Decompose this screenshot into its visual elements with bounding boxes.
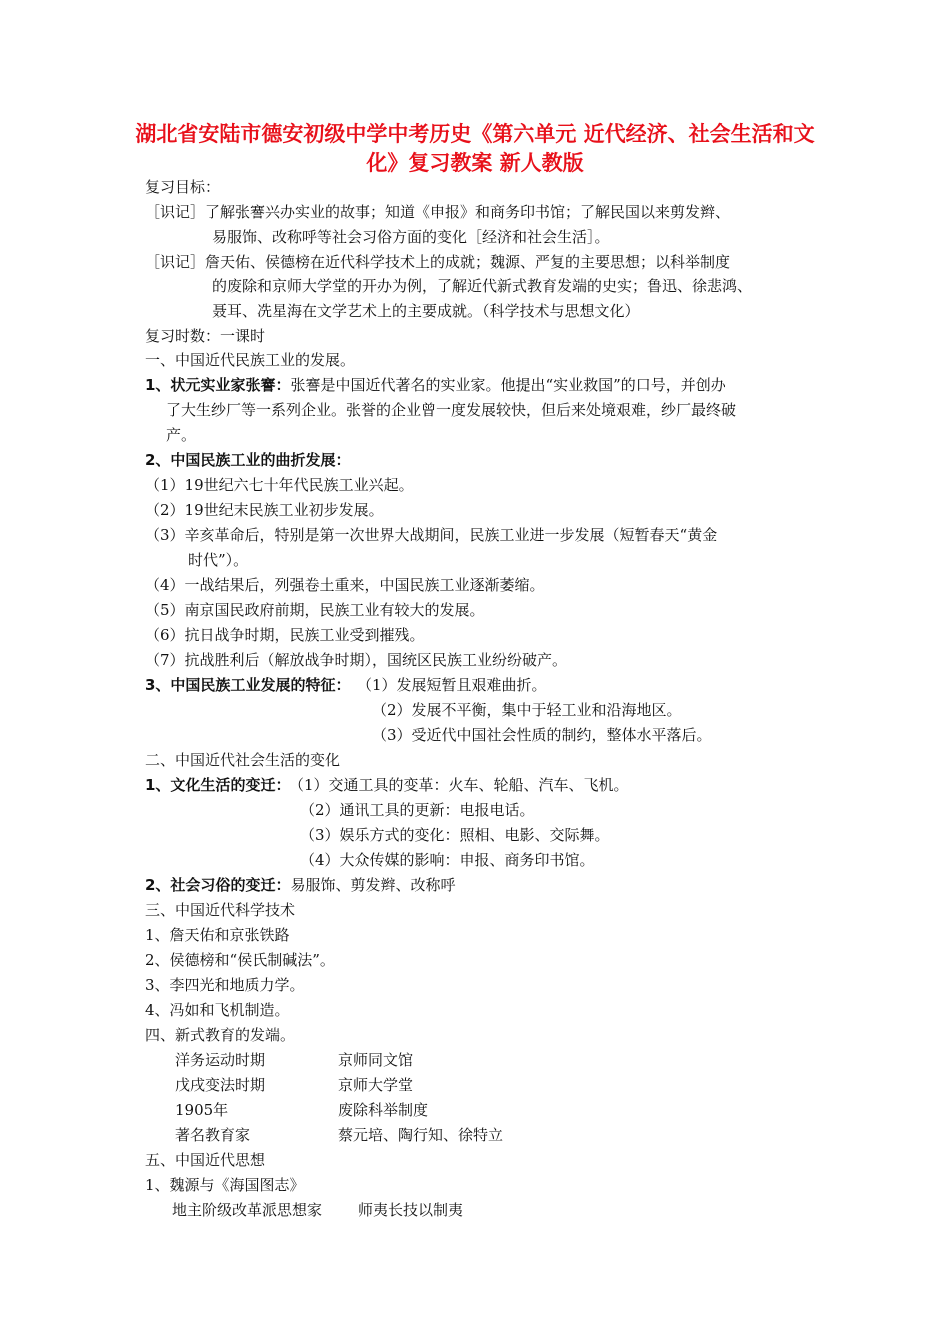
list-item: （6）抗日战争时期，民族工业受到摧残。 (145, 626, 425, 644)
education-period: 著名教育家 (175, 1126, 251, 1144)
section-4-heading: 四、新式教育的发端。 (145, 1026, 296, 1044)
section-1-point-1-line-3: 产。 (166, 426, 197, 444)
list-item: 3、李四光和地质力学。 (145, 976, 305, 994)
list-item: 时代”）。 (188, 551, 249, 569)
goals-heading: 复习目标： (145, 178, 221, 196)
list-item: （2）发展不平衡，集中于轻工业和沿海地区。 (372, 701, 682, 719)
list-item: （3）受近代中国社会性质的制约，整体水平落后。 (372, 726, 712, 744)
section-3-heading: 三、中国近代科学技术 (145, 901, 296, 919)
education-row (175, 1050, 265, 1070)
section-1-point-1-line-2: 了大生纱厂等一系列企业。张誉的企业曾一度发展较快，但后来处境艰难，纱厂最终破 (166, 401, 737, 419)
section-2-point-2 (145, 875, 455, 895)
list-item: 4、冯如和飞机制造。 (145, 1001, 290, 1019)
section-5-heading: 五、中国近代思想 (145, 1151, 266, 1169)
list-item: （2）通讯工具的更新：电报电话。 (300, 801, 535, 819)
point-label: 1、文化生活的变迁： (145, 776, 291, 794)
list-item: （2）19世纪末民族工业初步发展。 (145, 501, 384, 519)
section-1-point-1 (145, 375, 726, 395)
thought-school: 地主阶级改革派思想家 (172, 1201, 323, 1219)
list-item: （5）南京国民政府前期，民族工业有较大的发展。 (145, 601, 485, 619)
goal-2-line-2: 的废除和京师大学堂的开办为例，了解近代新式教育发端的史实；鲁迅、徐悲鸿、 (212, 277, 753, 295)
section-2-heading: 二、中国近代社会生活的变化 (145, 751, 341, 769)
list-item: （7）抗战胜利后（解放战争时期），国统区民族工业纷纷破产。 (145, 651, 568, 669)
section-1-heading: 一、中国近代民族工业的发展。 (145, 351, 356, 369)
list-item: （3）娱乐方式的变化：照相、电影、交际舞。 (300, 826, 610, 844)
point-text: （1）交通工具的变革：火车、轮船、汽车、飞机。 (296, 776, 629, 794)
section-2-point-1 (145, 775, 629, 795)
list-item: 1、詹天佑和京张铁路 (145, 926, 290, 944)
education-event: 废除科举制度 (338, 1101, 429, 1119)
point-text: 张謇是中国近代著名的实业家。他提出“实业救国”的口号，并创办 (290, 376, 726, 394)
section-1-point-3 (145, 675, 547, 695)
goal-1-line-2: 易服饰、改称呼等社会习俗方面的变化［经济和社会生活］。 (212, 228, 610, 246)
goal-2-line-3: 聂耳、冼星海在文学艺术上的主要成就。（科学技术与思想文化） (212, 302, 640, 320)
education-period: 戊戌变法时期 (175, 1076, 266, 1094)
list-item: （3）辛亥革命后，特别是第一次世界大战期间，民族工业进一步发展（短暂春天“黄金 (145, 526, 718, 544)
thought-idea: 师夷长技以制夷 (358, 1201, 464, 1219)
goal-2-line-1: ［识记］詹天佑、侯德榜在近代科学技术上的成就；魏源、严复的主要思想；以科举制度 (145, 253, 731, 271)
list-item: （4）一战结果后，列强卷土重来，中国民族工业逐渐萎缩。 (145, 576, 545, 594)
education-event: 京师大学堂 (338, 1076, 414, 1094)
education-event: 蔡元培、陶行知、徐特立 (338, 1126, 504, 1144)
section-1-point-2-label: 2、中国民族工业的曲折发展： (145, 451, 351, 469)
point-label: 1、状元实业家张謇： (145, 376, 291, 394)
document-title: 湖北省安陆市德安初级中学中考历史《第六单元 近代经济、社会生活和文化》复习教案 新人教版 (135, 122, 815, 175)
list-item: （4）大众传媒的影响：申报、商务印书馆。 (300, 851, 595, 869)
review-time: 复习时数：一课时 (145, 327, 266, 345)
education-period: 洋务运动时期 (175, 1051, 266, 1069)
point-text: 易服饰、剪发辫、改称呼 (290, 876, 456, 894)
point-label: 2、社会习俗的变迁： (145, 876, 291, 894)
list-item: （1）19世纪六七十年代民族工业兴起。 (145, 476, 414, 494)
goal-1-line-1: ［识记］了解张謇兴办实业的故事；知道《申报》和商务印书馆；了解民国以来剪发辫、 (145, 203, 731, 221)
education-period: 1905年 (175, 1101, 229, 1119)
point-label: 3、中国民族工业发展的特征： (145, 676, 351, 694)
point-text: （1）发展短暂且艰难曲折。 (364, 676, 547, 694)
list-item: 1、魏源与《海国图志》 (145, 1176, 305, 1194)
education-event: 京师同文馆 (338, 1051, 414, 1069)
list-item: 2、侯德榜和“侯氏制碱法”。 (145, 951, 335, 969)
